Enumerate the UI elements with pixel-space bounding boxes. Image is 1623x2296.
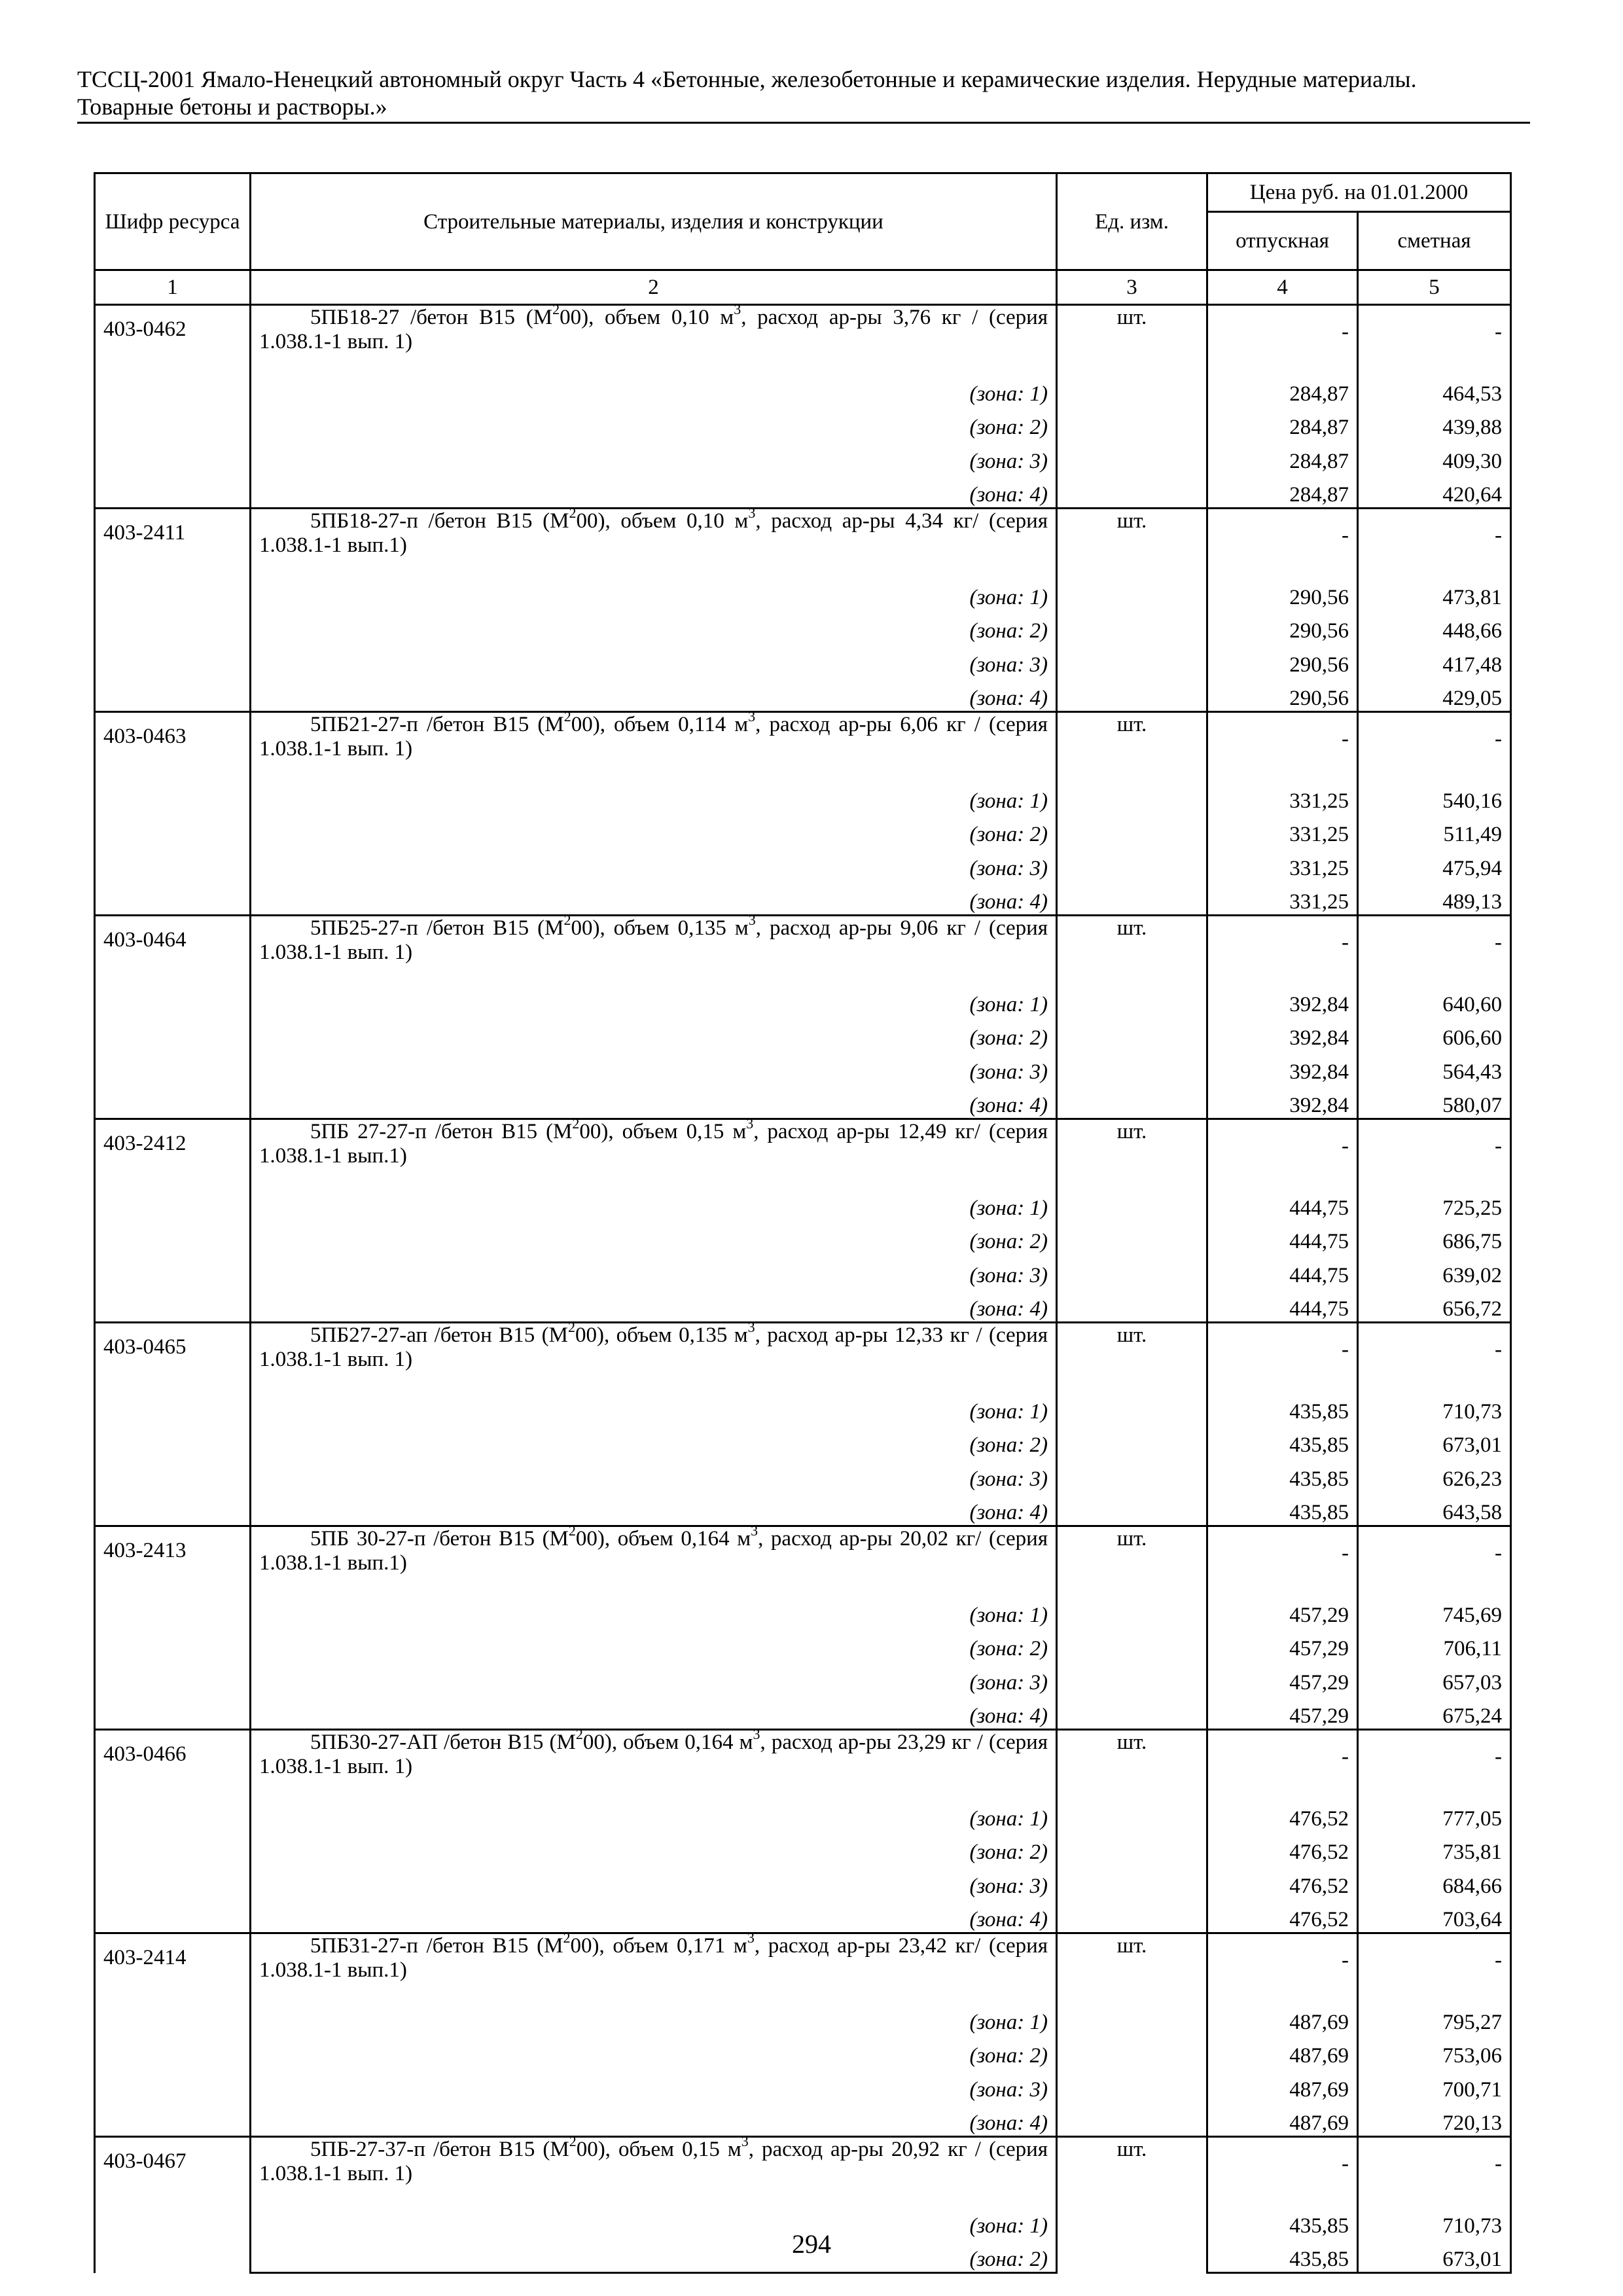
column-number-2: 2 [251, 270, 1057, 305]
estimate-price: 439,88 [1358, 406, 1511, 440]
zone-label: (зона: 1) [251, 576, 1057, 610]
zone-row [95, 1050, 1511, 1085]
zone-label: (зона: 2) [251, 2035, 1057, 2069]
column-header-release-price: отпускная [1207, 212, 1358, 270]
release-price: - [1207, 509, 1358, 577]
release-price: 392,84 [1207, 983, 1358, 1017]
zone-label: (зона: 2) [251, 1424, 1057, 1458]
estimate-price: 564,43 [1358, 1050, 1511, 1085]
description-text: , расход ар-ры 23,29 кг / (серия 1.038.1-1 вып. 1) [259, 1731, 1048, 1778]
description-text: , расход ар-ры 12,33 кг / (серия 1.038.1-1 вып. 1) [259, 1323, 1048, 1371]
release-price: 435,85 [1207, 1458, 1358, 1492]
zone-label: (зона: 2) [251, 610, 1057, 644]
zone-row [95, 1085, 1511, 1119]
zone-row [95, 1594, 1511, 1628]
superscript: 3 [748, 505, 756, 521]
estimate-price: 429,05 [1358, 677, 1511, 712]
release-price: - [1207, 1119, 1358, 1187]
release-price: 290,56 [1207, 610, 1358, 644]
zone-label: (зона: 4) [251, 1899, 1057, 1933]
zone-label: (зона: 3) [251, 1254, 1057, 1288]
resource-code: 403-0464 [95, 916, 251, 1119]
estimate-price: - [1358, 916, 1511, 984]
description-text: 00), объем 0,15 м [576, 2138, 741, 2161]
zone-label: (зона: 3) [251, 1661, 1057, 1695]
zone-label: (зона: 3) [251, 1865, 1057, 1899]
resource-code: 403-0463 [95, 712, 251, 916]
document-header [77, 65, 1524, 120]
unit-of-measure: шт. [1057, 712, 1207, 916]
resource-code: 403-0467 [95, 2137, 251, 2273]
resource-code: 403-2413 [95, 1526, 251, 1730]
zone-row [95, 440, 1511, 474]
zone-row [95, 881, 1511, 916]
unit-of-measure: шт. [1057, 916, 1207, 1119]
estimate-price: 511,49 [1358, 814, 1511, 848]
table-row [95, 1730, 1511, 1798]
material-description [251, 1726, 1057, 1798]
superscript: 2 [563, 708, 571, 725]
superscript: 3 [747, 1929, 755, 1946]
estimate-price: 706,11 [1358, 1628, 1511, 1662]
resource-code: 403-2412 [95, 1119, 251, 1323]
zone-row [95, 1695, 1511, 1730]
zone-label: (зона: 3) [251, 440, 1057, 474]
zone-label: (зона: 4) [251, 677, 1057, 712]
estimate-price: 710,73 [1358, 2204, 1511, 2238]
material-description [251, 1522, 1057, 1594]
zone-row [95, 1390, 1511, 1424]
superscript: 3 [741, 2133, 749, 2149]
zone-row [95, 1221, 1511, 1255]
estimate-price: 489,13 [1358, 881, 1511, 916]
zone-row [95, 1254, 1511, 1288]
description-text: 5ПБ27-27-ап /бетон В15 (М [310, 1323, 568, 1347]
zone-label: (зона: 1) [251, 780, 1057, 814]
column-header-unit: Ед. изм. [1057, 173, 1207, 270]
zone-row [95, 1288, 1511, 1323]
release-price: 457,29 [1207, 1628, 1358, 1662]
release-price: - [1207, 712, 1358, 780]
zone-label: (зона: 2) [251, 406, 1057, 440]
release-price: 435,85 [1207, 1390, 1358, 1424]
estimate-price: 626,23 [1358, 1458, 1511, 1492]
zone-label: (зона: 1) [251, 2204, 1057, 2238]
estimate-price: - [1358, 509, 1511, 577]
release-price: 476,52 [1207, 1899, 1358, 1933]
estimate-price: 606,60 [1358, 1017, 1511, 1051]
description-text: 00), объем 0,164 м [575, 1527, 751, 1551]
superscript: 2 [569, 505, 577, 521]
table-row [95, 1119, 1511, 1187]
zone-label: (зона: 1) [251, 1594, 1057, 1628]
estimate-price: 475,94 [1358, 847, 1511, 881]
zone-row [95, 372, 1511, 406]
description-text: 5ПБ 30-27-п /бетон В15 (М [310, 1527, 569, 1551]
estimate-price: 420,64 [1358, 474, 1511, 509]
zone-label: (зона: 1) [251, 1797, 1057, 1831]
description-text: 00), объем 0,164 м [582, 1731, 753, 1754]
description-text: 5ПБ18-27 /бетон В15 (М [310, 306, 553, 329]
release-price: - [1207, 1323, 1358, 1391]
zone-label: (зона: 4) [251, 1085, 1057, 1119]
estimate-price: - [1358, 305, 1511, 373]
material-description [251, 912, 1057, 984]
release-price: 457,29 [1207, 1695, 1358, 1730]
zone-row [95, 983, 1511, 1017]
estimate-price: 473,81 [1358, 576, 1511, 610]
estimate-price: 725,25 [1358, 1187, 1511, 1221]
superscript: 2 [563, 912, 571, 928]
zone-row [95, 1492, 1511, 1526]
resource-code: 403-0462 [95, 305, 251, 509]
unit-of-measure: шт. [1057, 1526, 1207, 1730]
resource-code: 403-0465 [95, 1323, 251, 1526]
release-price: 435,85 [1207, 2204, 1358, 2238]
estimate-price: - [1358, 1526, 1511, 1594]
release-price: - [1207, 1933, 1358, 2001]
release-price: - [1207, 1526, 1358, 1594]
release-price: 284,87 [1207, 440, 1358, 474]
description-text: , расход ар-ры 23,42 кг/ (серия 1.038.1-1 вып.1) [259, 1934, 1048, 1982]
material-description [251, 505, 1057, 577]
column-number-4: 4 [1207, 270, 1358, 305]
zone-row [95, 2102, 1511, 2137]
zone-row [95, 780, 1511, 814]
release-price: 331,25 [1207, 847, 1358, 881]
description-text: , расход ар-ры 6,06 кг / (серия 1.038.1-1 вып. 1) [259, 713, 1048, 761]
superscript: 2 [552, 301, 560, 317]
material-description [251, 1929, 1057, 2001]
estimate-price: 656,72 [1358, 1288, 1511, 1323]
zone-label: (зона: 1) [251, 2001, 1057, 2035]
column-number-3: 3 [1057, 270, 1207, 305]
price-table [94, 172, 1512, 2274]
column-number-1: 1 [95, 270, 251, 305]
description-text: 00), объем 0,15 м [579, 1120, 747, 1143]
table-row [95, 305, 1511, 373]
zone-row [95, 406, 1511, 440]
header-line-2: Товарные бетоны и растворы.» [77, 94, 387, 120]
zone-label: (зона: 4) [251, 1695, 1057, 1730]
release-price: - [1207, 2137, 1358, 2205]
release-price: 487,69 [1207, 2102, 1358, 2137]
estimate-price: 409,30 [1358, 440, 1511, 474]
estimate-price: 720,13 [1358, 2102, 1511, 2137]
zone-row [95, 643, 1511, 677]
estimate-price: 448,66 [1358, 610, 1511, 644]
description-text: 5ПБ 27-27-п /бетон В15 (М [310, 1120, 573, 1143]
description-text: 00), объем 0,171 м [570, 1934, 747, 1958]
release-price: 444,75 [1207, 1187, 1358, 1221]
zone-row [95, 677, 1511, 712]
zone-row [95, 1628, 1511, 1662]
estimate-price: 580,07 [1358, 1085, 1511, 1119]
description-text: , расход ар-ры 12,49 кг/ (серия 1.038.1-1 вып.1) [259, 1120, 1048, 1168]
estimate-price: 540,16 [1358, 780, 1511, 814]
unit-of-measure: шт. [1057, 1933, 1207, 2137]
zone-label: (зона: 3) [251, 1050, 1057, 1085]
zone-row [95, 2068, 1511, 2102]
table-body [95, 301, 1511, 2273]
estimate-price: - [1358, 712, 1511, 780]
zone-row [95, 474, 1511, 509]
superscript: 3 [748, 912, 756, 928]
release-price: - [1207, 916, 1358, 984]
release-price: 284,87 [1207, 406, 1358, 440]
unit-of-measure: шт. [1057, 305, 1207, 509]
superscript: 2 [575, 1726, 583, 1742]
estimate-price: 673,01 [1358, 1424, 1511, 1458]
column-header-estimate-price: сметная [1358, 212, 1511, 270]
release-price: 476,52 [1207, 1831, 1358, 1865]
estimate-price: 795,27 [1358, 2001, 1511, 2035]
zone-label: (зона: 1) [251, 372, 1057, 406]
zone-label: (зона: 2) [251, 2238, 1057, 2273]
release-price: 331,25 [1207, 780, 1358, 814]
material-description [251, 1319, 1057, 1391]
description-text: 5ПБ21-27-п /бетон В15 (М [310, 713, 564, 736]
table-header [95, 173, 1511, 305]
release-price: 457,29 [1207, 1594, 1358, 1628]
zone-row [95, 847, 1511, 881]
zone-row [95, 1424, 1511, 1458]
description-text: 5ПБ18-27-п /бетон В15 (М [310, 509, 569, 533]
zone-row [95, 1187, 1511, 1221]
material-description [251, 1115, 1057, 1187]
column-header-code: Шифр ресурса [95, 173, 251, 270]
column-header-material: Строительные материалы, изделия и конструкции [251, 173, 1057, 270]
zone-row [95, 576, 1511, 610]
release-price: 444,75 [1207, 1254, 1358, 1288]
zone-label: (зона: 1) [251, 1390, 1057, 1424]
release-price: 290,56 [1207, 643, 1358, 677]
zone-row [95, 2001, 1511, 2035]
release-price: 444,75 [1207, 1288, 1358, 1323]
estimate-price: 640,60 [1358, 983, 1511, 1017]
estimate-price: 675,24 [1358, 1695, 1511, 1730]
description-text: , расход ар-ры 20,02 кг/ (серия 1.038.1-1 вып.1) [259, 1527, 1048, 1575]
superscript: 2 [569, 2133, 577, 2149]
superscript: 2 [568, 1522, 576, 1539]
description-text: 00), объем 0,135 м [571, 916, 749, 940]
description-text: 00), объем 0,135 м [575, 1323, 748, 1347]
release-price: 331,25 [1207, 881, 1358, 916]
estimate-price: 464,53 [1358, 372, 1511, 406]
superscript: 2 [567, 1319, 575, 1335]
estimate-price: - [1358, 1323, 1511, 1391]
description-text: , расход ар-ры 4,34 кг/ (серия 1.038.1-1 вып.1) [259, 509, 1048, 557]
zone-row [95, 1865, 1511, 1899]
description-text: , расход ар-ры 3,76 кг / (серия 1.038.1-1 вып. 1) [259, 306, 1048, 353]
estimate-price: 639,02 [1358, 1254, 1511, 1288]
description-text: 00), объем 0,114 м [571, 713, 749, 736]
estimate-price: 684,66 [1358, 1865, 1511, 1899]
estimate-price: - [1358, 1119, 1511, 1187]
zone-label: (зона: 4) [251, 2102, 1057, 2137]
zone-label: (зона: 2) [251, 814, 1057, 848]
release-price: 331,25 [1207, 814, 1358, 848]
zone-label: (зона: 4) [251, 474, 1057, 509]
release-price: 392,84 [1207, 1050, 1358, 1085]
resource-code: 403-2414 [95, 1933, 251, 2137]
estimate-price: - [1358, 1933, 1511, 2001]
zone-row [95, 1899, 1511, 1933]
zone-label: (зона: 1) [251, 1187, 1057, 1221]
description-text: 5ПБ30-27-АП /бетон В15 (М [310, 1731, 576, 1754]
zone-label: (зона: 4) [251, 881, 1057, 916]
release-price: 290,56 [1207, 576, 1358, 610]
description-text: 5ПБ-27-37-п /бетон В15 (М [310, 2138, 569, 2161]
estimate-price: 417,48 [1358, 643, 1511, 677]
superscript: 3 [748, 708, 756, 725]
header-divider [77, 122, 1530, 124]
zone-row [95, 1797, 1511, 1831]
zone-row [95, 814, 1511, 848]
table-row [95, 916, 1511, 984]
zone-row [95, 610, 1511, 644]
release-price: 487,69 [1207, 2068, 1358, 2102]
zone-label: (зона: 2) [251, 1628, 1057, 1662]
table-row [95, 1323, 1511, 1391]
release-price: 476,52 [1207, 1865, 1358, 1899]
description-text: , расход ар-ры 20,92 кг / (серия 1.038.1-1 вып. 1) [259, 2138, 1048, 2185]
table-row [95, 509, 1511, 577]
table-row [95, 1526, 1511, 1594]
release-price: 435,85 [1207, 1424, 1358, 1458]
material-description [251, 708, 1057, 780]
release-price: 435,85 [1207, 1492, 1358, 1526]
estimate-price: 753,06 [1358, 2035, 1511, 2069]
zone-row [95, 1458, 1511, 1492]
release-price: 444,75 [1207, 1221, 1358, 1255]
description-text: 00), объем 0,10 м [560, 306, 734, 329]
resource-code: 403-2411 [95, 509, 251, 712]
superscript: 3 [746, 1115, 754, 1132]
release-price: 435,85 [1207, 2238, 1358, 2273]
unit-of-measure: шт. [1057, 509, 1207, 712]
zone-label: (зона: 2) [251, 1221, 1057, 1255]
unit-of-measure: шт. [1057, 1323, 1207, 1526]
material-description [251, 301, 1057, 373]
zone-row [95, 1017, 1511, 1051]
estimate-price: 703,64 [1358, 1899, 1511, 1933]
zone-label: (зона: 2) [251, 1017, 1057, 1051]
superscript: 3 [734, 301, 741, 317]
zone-label: (зона: 4) [251, 1288, 1057, 1323]
description-text: 5ПБ31-27-п /бетон В15 (М [310, 1934, 563, 1958]
estimate-price: 673,01 [1358, 2238, 1511, 2273]
estimate-price: 735,81 [1358, 1831, 1511, 1865]
superscript: 3 [751, 1522, 758, 1539]
column-number-5: 5 [1358, 270, 1511, 305]
zone-label: (зона: 3) [251, 1458, 1057, 1492]
zone-label: (зона: 2) [251, 1831, 1057, 1865]
description-text: 5ПБ25-27-п /бетон В15 (М [310, 916, 564, 940]
estimate-price: 686,75 [1358, 1221, 1511, 1255]
zone-label: (зона: 1) [251, 983, 1057, 1017]
estimate-price: 643,58 [1358, 1492, 1511, 1526]
table-row [95, 712, 1511, 780]
superscript: 3 [753, 1726, 760, 1742]
resource-code: 403-0466 [95, 1730, 251, 1933]
description-text: , расход ар-ры 9,06 кг / (серия 1.038.1-1 вып. 1) [259, 916, 1048, 964]
estimate-price: - [1358, 2137, 1511, 2205]
unit-of-measure: шт. [1057, 1730, 1207, 1933]
release-price: 487,69 [1207, 2035, 1358, 2069]
zone-label: (зона: 3) [251, 643, 1057, 677]
zone-label: (зона: 4) [251, 1492, 1057, 1526]
release-price: 457,29 [1207, 1661, 1358, 1695]
page-number: 294 [792, 2229, 831, 2259]
description-text: 00), объем 0,10 м [576, 509, 749, 533]
table-row [95, 2137, 1511, 2205]
column-header-price: Цена руб. на 01.01.2000 [1207, 173, 1511, 212]
unit-of-measure: шт. [1057, 2137, 1207, 2273]
unit-of-measure: шт. [1057, 1119, 1207, 1323]
estimate-price: - [1358, 1730, 1511, 1798]
release-price: 284,87 [1207, 474, 1358, 509]
material-description [251, 2133, 1057, 2205]
zone-label: (зона: 3) [251, 2068, 1057, 2102]
release-price: 284,87 [1207, 372, 1358, 406]
zone-label: (зона: 3) [251, 847, 1057, 881]
table-row [95, 1933, 1511, 2001]
release-price: 392,84 [1207, 1017, 1358, 1051]
superscript: 3 [747, 1319, 755, 1335]
release-price: 476,52 [1207, 1797, 1358, 1831]
superscript: 2 [572, 1115, 580, 1132]
zone-row [95, 1831, 1511, 1865]
estimate-price: 745,69 [1358, 1594, 1511, 1628]
estimate-price: 710,73 [1358, 1390, 1511, 1424]
estimate-price: 657,03 [1358, 1661, 1511, 1695]
release-price: 487,69 [1207, 2001, 1358, 2035]
release-price: - [1207, 1730, 1358, 1798]
estimate-price: 700,71 [1358, 2068, 1511, 2102]
estimate-price: 777,05 [1358, 1797, 1511, 1831]
superscript: 2 [563, 1929, 571, 1946]
zone-row [95, 1661, 1511, 1695]
release-price: - [1207, 305, 1358, 373]
header-line-1: ТССЦ-2001 Ямало-Ненецкий автономный округ Часть 4 «Бетонные, железобетонные и керамические изделия. Нерудные материалы. [77, 66, 1417, 92]
release-price: 290,56 [1207, 677, 1358, 712]
zone-row [95, 2035, 1511, 2069]
release-price: 392,84 [1207, 1085, 1358, 1119]
